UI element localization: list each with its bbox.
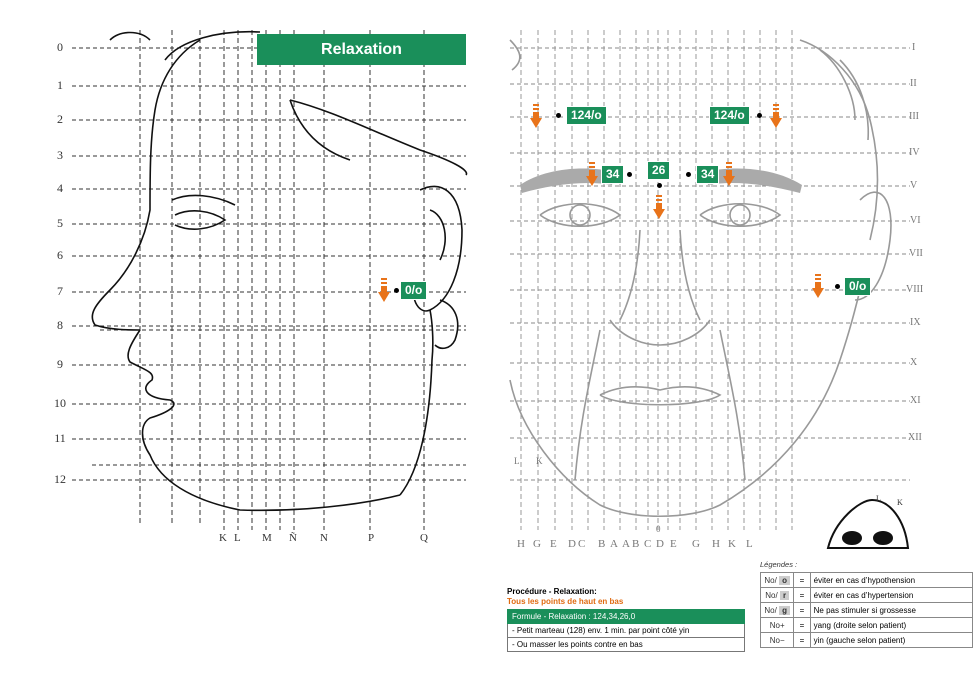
procedure-formula: Formule - Relaxation : 124,34,26,0 — [507, 609, 745, 624]
legend-key-letter: r — [780, 591, 789, 600]
legend-eq: = — [794, 618, 810, 633]
roman-label: II — [910, 78, 917, 89]
mini-label: L — [876, 494, 881, 503]
down-arrow-icon — [653, 195, 665, 221]
col-label: G — [533, 538, 541, 550]
col-label: G — [692, 538, 700, 550]
down-arrow-icon — [530, 104, 542, 130]
roman-label: IX — [910, 317, 921, 328]
roman-label: X — [910, 357, 918, 368]
procedure-step: - Petit marteau (128) env. 1 min. par point côté yin — [507, 624, 745, 638]
procedure-step: - Ou masser les points contre en bas — [507, 638, 745, 652]
legend-eq: = — [794, 603, 810, 618]
col-label: A — [622, 538, 630, 550]
center-label: 0 — [656, 524, 661, 534]
col-label: D — [568, 538, 576, 550]
col-label: M — [262, 532, 272, 544]
legend-key — [761, 573, 794, 588]
down-arrow-icon — [770, 104, 782, 130]
legend-eq: = — [794, 573, 810, 588]
down-arrow-icon — [812, 274, 824, 300]
roman-label: III — [909, 111, 919, 122]
row-label: 6 — [57, 248, 63, 262]
point-dot — [394, 288, 399, 293]
procedure-title: Procédure - Relaxation: — [507, 587, 597, 596]
legend-key-prefix: No/ — [764, 575, 777, 585]
col-label: H — [517, 538, 525, 550]
roman-label: V — [910, 180, 918, 191]
side-letter: L — [514, 456, 520, 466]
row-label: 11 — [54, 431, 66, 445]
legend-key-letter: g — [779, 606, 790, 615]
point-tag-brow-left: 34 — [601, 165, 624, 184]
col-label: A — [610, 538, 618, 550]
col-label: L — [234, 532, 241, 544]
roman-label: I — [912, 42, 916, 53]
legend-table — [760, 572, 973, 648]
row-label: 10 — [54, 396, 66, 410]
col-label: E — [670, 538, 677, 550]
legend-key: No− — [761, 633, 794, 648]
nose-mini-diagram — [828, 500, 908, 548]
row-label: 3 — [57, 148, 63, 162]
legend-key: No+ — [761, 618, 794, 633]
col-label: D — [656, 538, 664, 550]
legend-eq: = — [794, 588, 810, 603]
legend-eq: = — [794, 633, 810, 648]
page-title: Relaxation — [257, 34, 466, 65]
col-label: Ñ — [289, 532, 297, 544]
legend-row — [761, 603, 973, 618]
roman-label: VI — [910, 215, 921, 226]
legend-row — [761, 633, 973, 648]
profile-grid — [72, 48, 466, 480]
col-label: B — [632, 538, 640, 550]
mini-label: K — [897, 498, 903, 507]
row-label: 8 — [57, 318, 63, 332]
legend-key — [761, 588, 794, 603]
row-label: 2 — [57, 112, 63, 126]
col-label: L — [746, 538, 753, 550]
roman-label: VII — [909, 248, 923, 259]
down-arrow-icon — [723, 162, 735, 188]
legend-text: yin (gauche selon patient) — [810, 633, 972, 648]
roman-label: XII — [908, 432, 922, 443]
legend-panel — [760, 560, 973, 648]
col-label: B — [598, 538, 606, 550]
col-label: P — [368, 532, 375, 544]
col-label: N — [320, 532, 328, 544]
legend-row — [761, 588, 973, 603]
col-label: Q — [420, 532, 428, 544]
legend-row — [761, 618, 973, 633]
point-dot — [686, 172, 691, 177]
point-tag-center: 26 — [647, 161, 670, 180]
col-label: E — [550, 538, 557, 550]
legend-title: Légendes : — [760, 560, 798, 569]
row-label: 5 — [57, 216, 63, 230]
roman-label: IV — [909, 147, 920, 158]
row-label: 0 — [57, 40, 63, 54]
legend-text: éviter en cas d’hypertension — [810, 588, 972, 603]
col-label: H — [712, 538, 720, 550]
row-label: 7 — [57, 284, 63, 298]
legend-text: yang (droite selon patient) — [810, 618, 972, 633]
col-label: K — [728, 538, 736, 550]
legend-text: Ne pas stimuler si grossesse — [810, 603, 972, 618]
point-tag-top-right: 124/o — [709, 106, 750, 125]
legend-key — [761, 603, 794, 618]
row-label: 9 — [57, 357, 63, 371]
roman-label: XI — [910, 395, 921, 406]
point-tag-brow-right: 34 — [696, 165, 719, 184]
legend-key-prefix: No/ — [765, 590, 778, 600]
legend-row — [761, 573, 973, 588]
row-label: 1 — [57, 78, 63, 92]
point-dot — [627, 172, 632, 177]
down-arrow-icon — [586, 162, 598, 188]
procedure-subtitle: Tous les points de haut en bas — [507, 597, 624, 606]
col-label: C — [644, 538, 652, 550]
row-label: 12 — [54, 472, 66, 486]
row-label: 4 — [57, 181, 63, 195]
procedure-panel — [507, 587, 745, 652]
point-dot — [556, 113, 561, 118]
point-tag-top-left: 124/o — [566, 106, 607, 125]
point-dot — [757, 113, 762, 118]
legend-key-prefix: No/ — [764, 605, 777, 615]
side-letter: K — [536, 456, 543, 466]
legend-key-letter: o — [779, 576, 790, 585]
roman-label: VIII — [906, 284, 924, 295]
col-label: C — [578, 538, 586, 550]
down-arrow-icon — [378, 278, 390, 304]
legend-text: éviter en cas d’hypothension — [810, 573, 972, 588]
point-dot — [835, 284, 840, 289]
point-dot — [657, 183, 662, 188]
point-tag-profile-ear: 0/o — [400, 281, 427, 300]
col-label: K — [219, 532, 227, 544]
point-tag-front-ear: 0/o — [844, 277, 871, 296]
